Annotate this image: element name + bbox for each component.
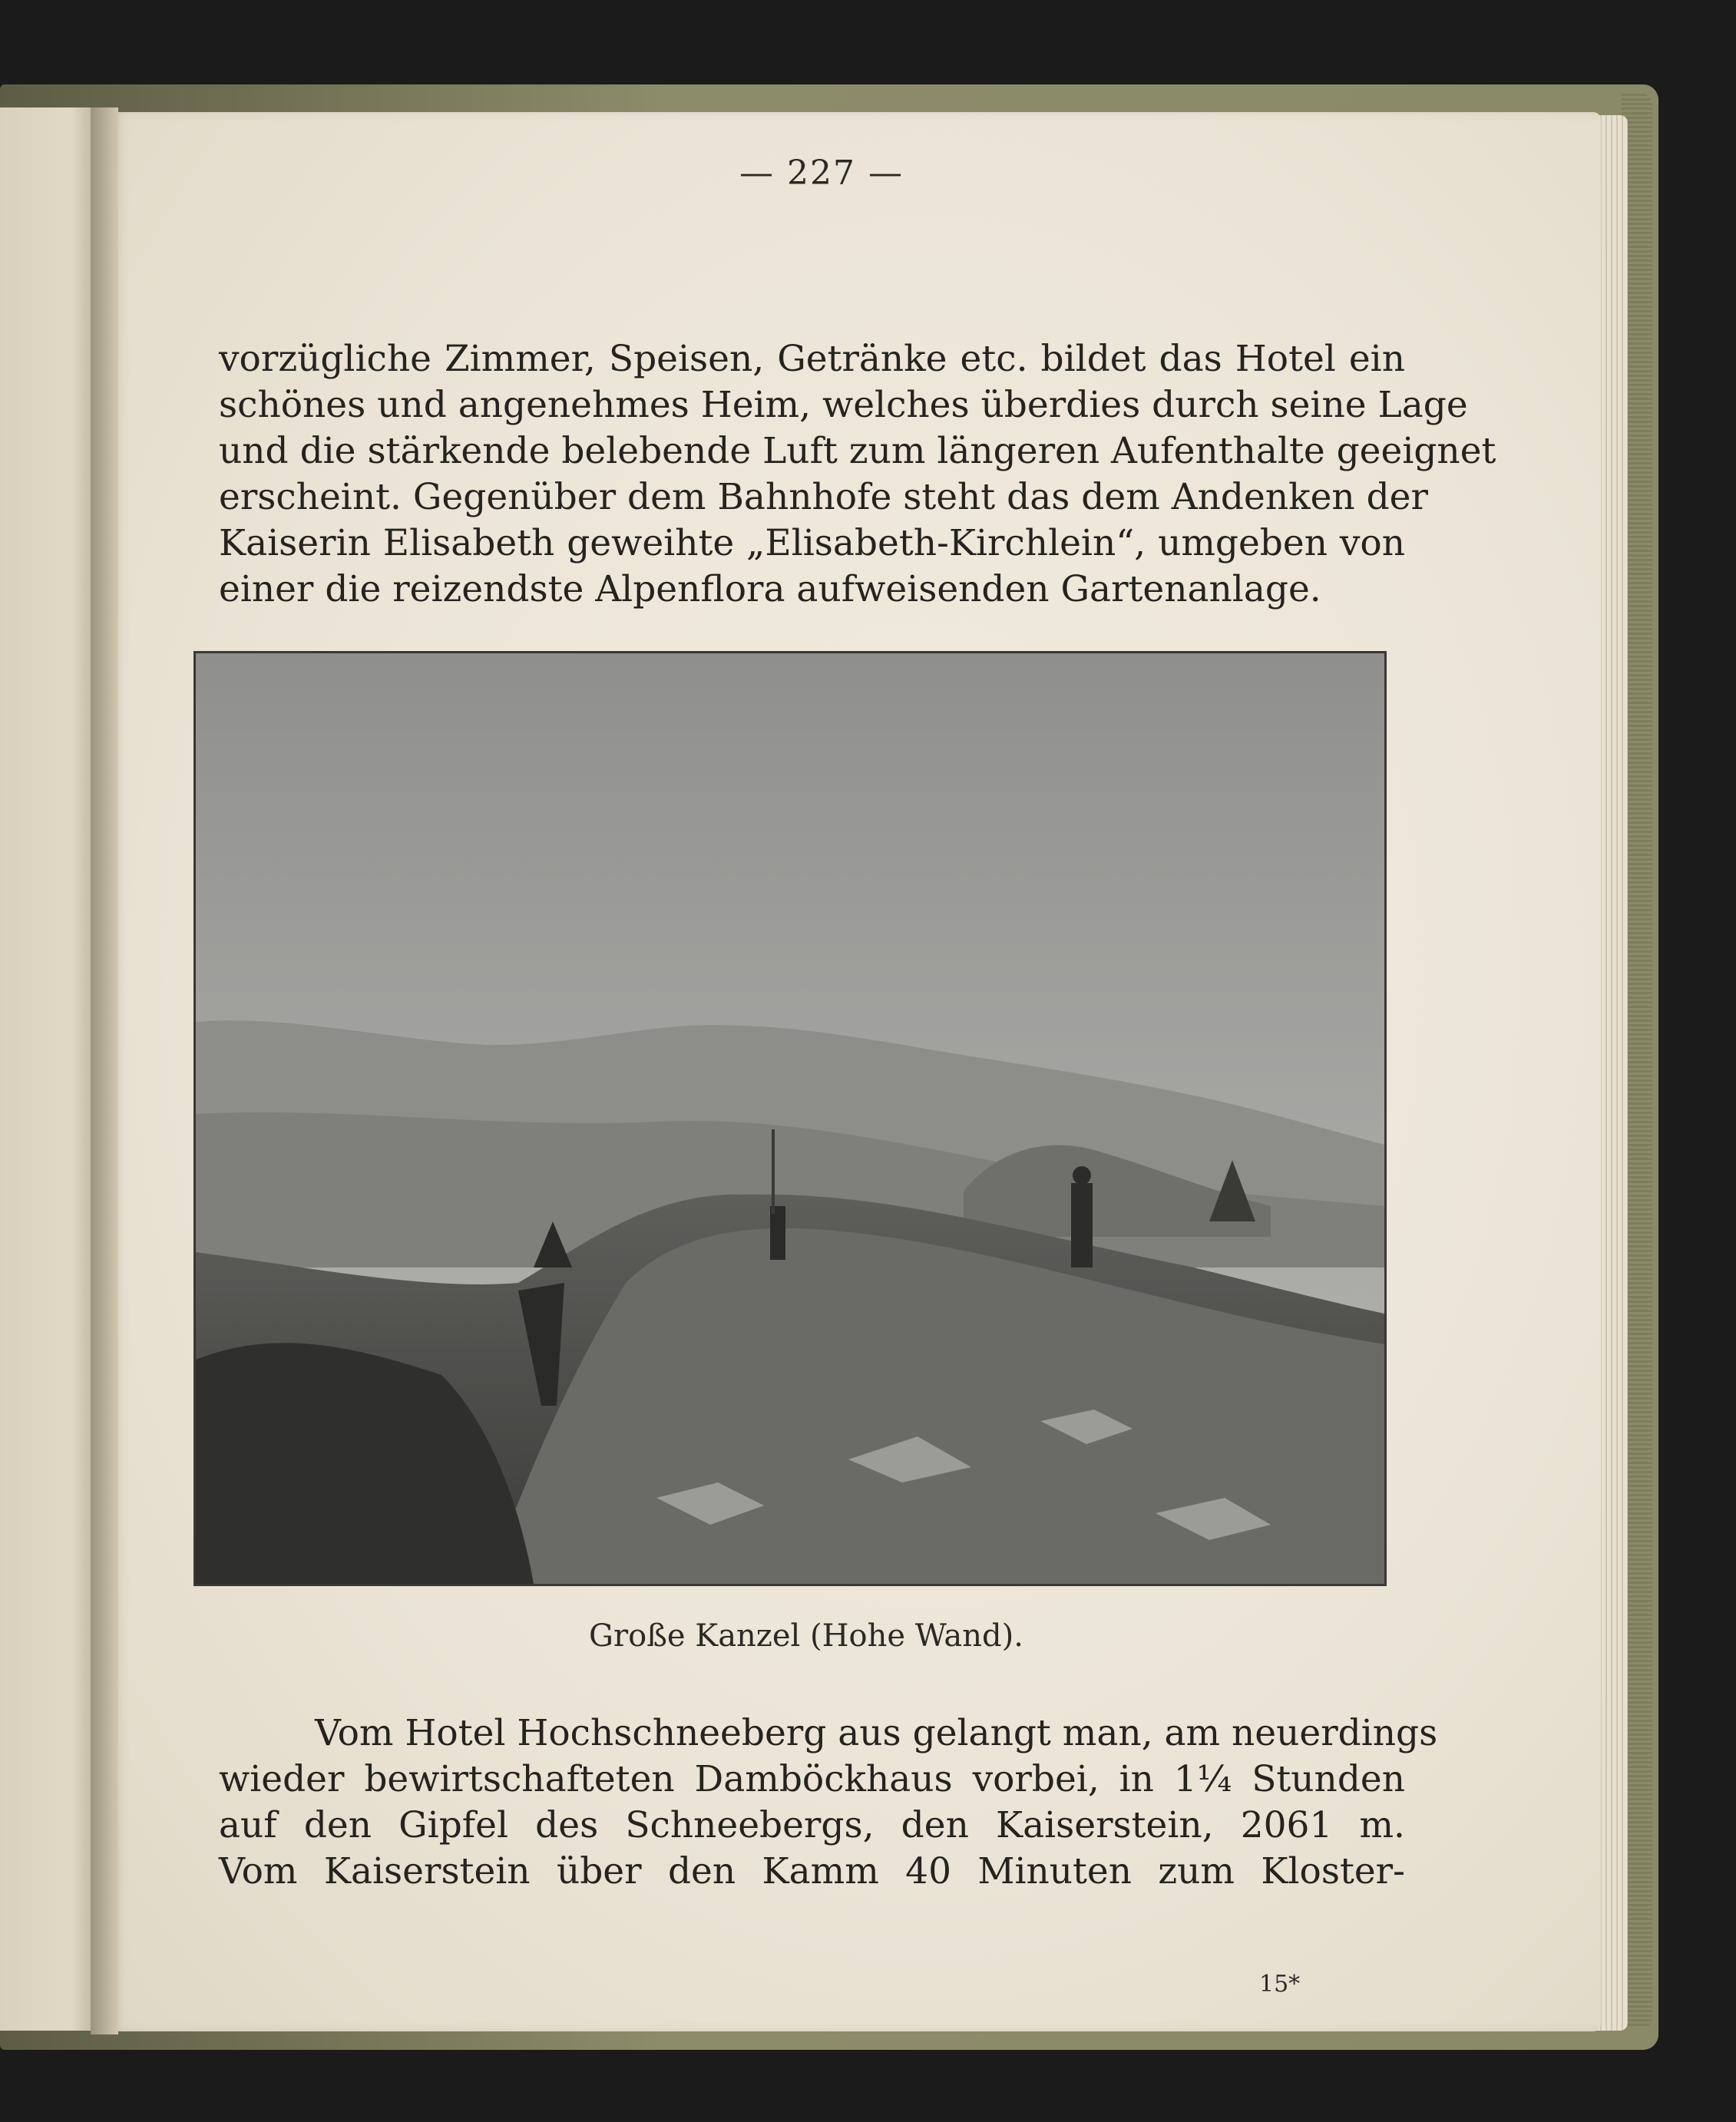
- figure-caption: Große Kanzel (Hohe Wand).: [589, 1618, 1023, 1654]
- text-line: vorzügliche Zimmer, Speisen, Getränke etc. bildet das Hotel ein: [219, 338, 1405, 380]
- photo-illustration: [193, 651, 1387, 1586]
- text-line: erscheint. Gegenüber dem Bahnhofe steht das dem Andenken der: [219, 476, 1428, 518]
- text-line: Vom Hotel Hochschneeberg aus gelangt man, am neuerdings: [315, 1712, 1438, 1754]
- text-line: und die stärkende belebende Luft zum längeren Aufenthalte geeignet: [219, 430, 1496, 472]
- text-line: Vom Kaiserstein über den Kamm 40 Minuten zum Kloster-: [219, 1850, 1405, 1892]
- text-line: einer die reizendste Alpenflora aufweisenden Gartenanlage.: [219, 568, 1321, 610]
- text-line: auf den Gipfel des Schneebergs, den Kaiserstein, 2061 m.: [219, 1804, 1405, 1846]
- page-number: — 227 —: [739, 154, 904, 193]
- printer-signature: 15*: [1259, 1971, 1301, 1998]
- text-line: Kaiserin Elisabeth geweihte „Elisabeth-Kirchlein“, umgeben von: [219, 522, 1405, 564]
- landscape-photo: [196, 653, 1384, 1584]
- paragraph-top: [219, 336, 1496, 613]
- left-page-edge: [0, 107, 101, 2031]
- book-gutter: [91, 107, 118, 2034]
- text-line: schönes und angenehmes Heim, welches überdies durch seine Lage: [219, 384, 1468, 426]
- text-line: wieder bewirtschafteten Damböckhaus vorbei, in 1¼ Stunden: [219, 1758, 1405, 1800]
- paragraph-bottom: [219, 1710, 1438, 1895]
